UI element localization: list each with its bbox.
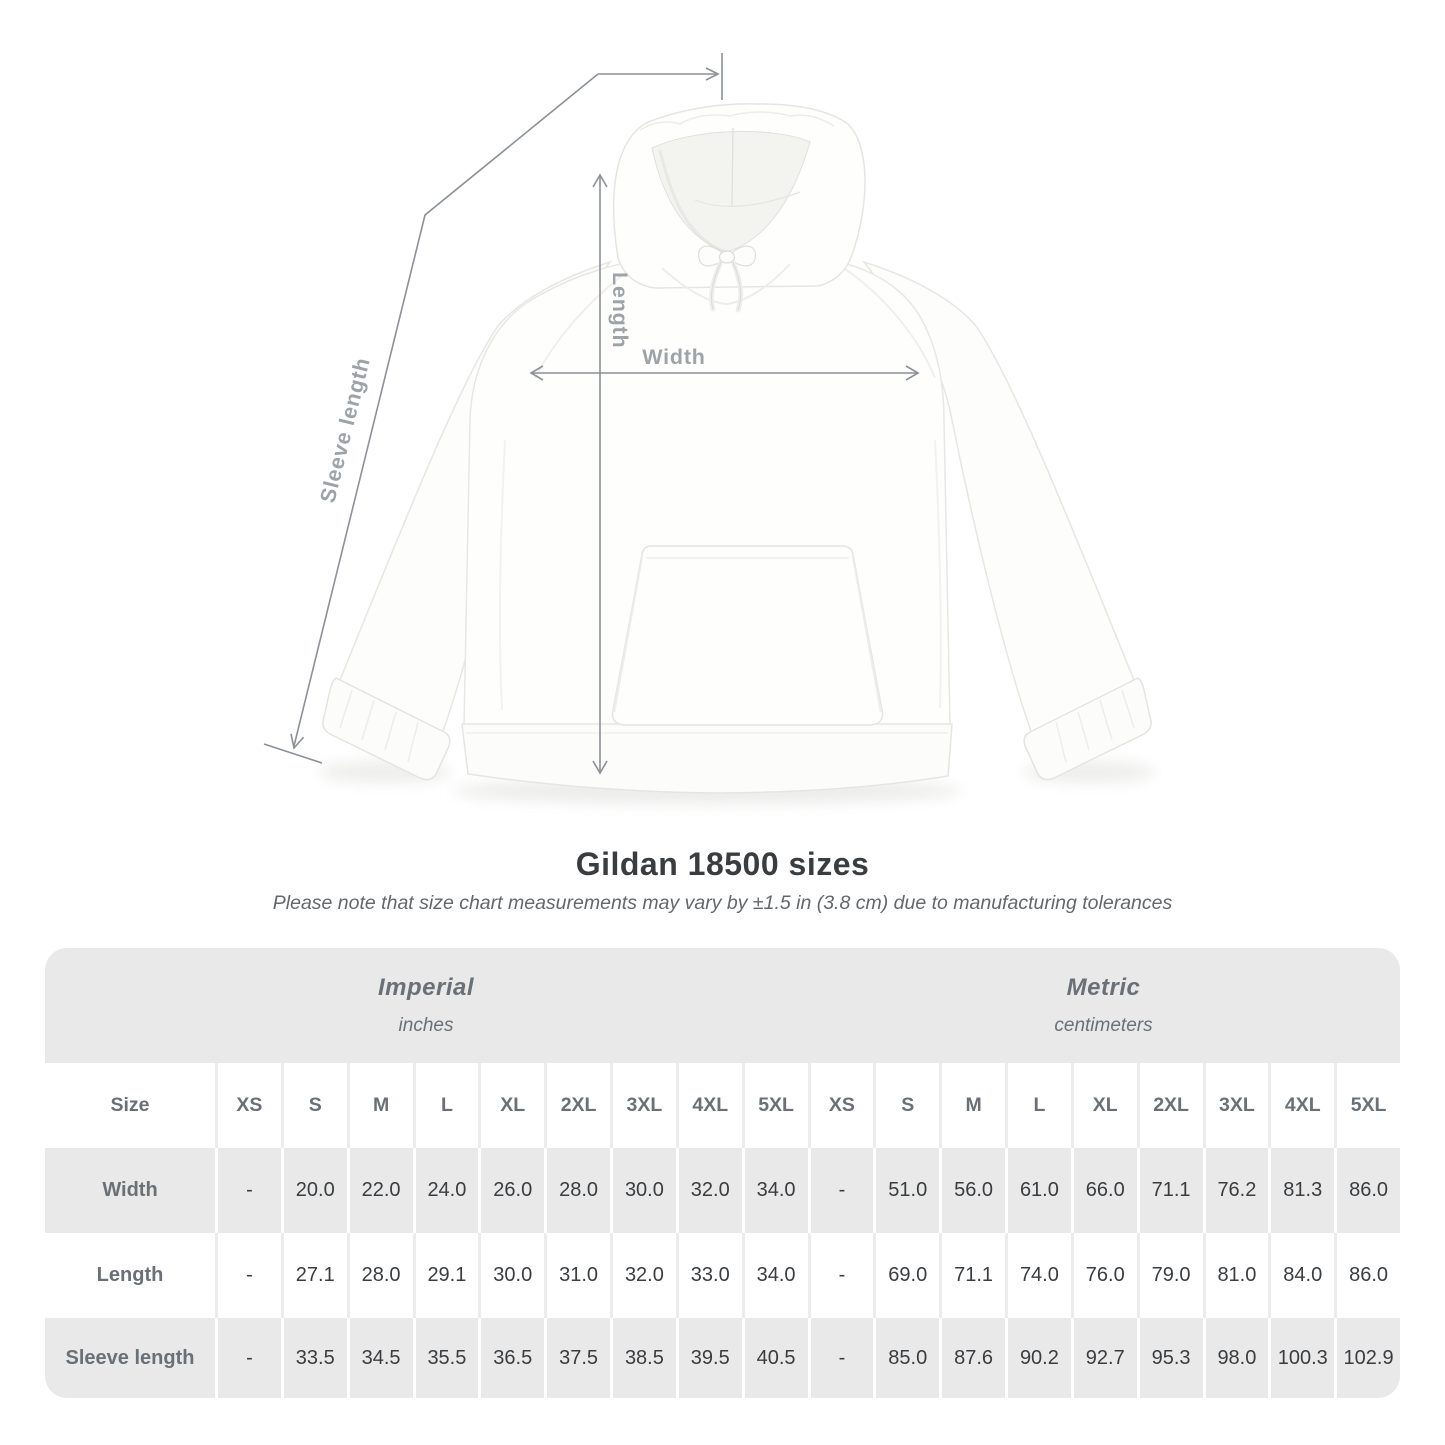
value-cell: 81.3 xyxy=(1268,1148,1334,1233)
unit-group-band xyxy=(45,948,1400,1063)
value-cell: 92.7 xyxy=(1071,1318,1137,1398)
value-cell: 98.0 xyxy=(1203,1318,1269,1398)
value-cell: 22.0 xyxy=(347,1148,413,1233)
value-cell: - xyxy=(808,1148,874,1233)
value-cell: 30.0 xyxy=(610,1148,676,1233)
value-cell: 51.0 xyxy=(873,1148,939,1233)
kangaroo-pocket xyxy=(613,546,883,725)
col-header: 4XL xyxy=(1268,1063,1334,1148)
table-row-width xyxy=(45,1148,1400,1233)
table-row-length xyxy=(45,1233,1400,1318)
size-header-row xyxy=(45,1063,1400,1148)
size-header-cell: Size xyxy=(110,1094,150,1116)
imperial-group xyxy=(45,948,807,1063)
value-cell: 61.0 xyxy=(1005,1148,1071,1233)
value-cell: 87.6 xyxy=(939,1318,1005,1398)
col-header: S xyxy=(873,1063,939,1148)
value-cell: 102.9 xyxy=(1334,1318,1400,1398)
value-cell: 86.0 xyxy=(1334,1233,1400,1318)
value-cell: 33.5 xyxy=(281,1318,347,1398)
value-cell: 71.1 xyxy=(1137,1148,1203,1233)
row-label: Sleeve length xyxy=(65,1346,195,1369)
length-label: Length xyxy=(608,272,632,349)
value-cell: 34.0 xyxy=(742,1233,808,1318)
imperial-group-unit: inches xyxy=(398,1015,454,1036)
col-header: M xyxy=(347,1063,413,1148)
value-cell: 100.3 xyxy=(1268,1318,1334,1398)
value-cell: 90.2 xyxy=(1005,1318,1071,1398)
value-cell: 81.0 xyxy=(1203,1233,1269,1318)
value-cell: 69.0 xyxy=(873,1233,939,1318)
size-table xyxy=(45,948,1400,1398)
col-header: XL xyxy=(478,1063,544,1148)
sleeve-length-label: Sleeve length xyxy=(315,354,375,506)
value-cell: - xyxy=(215,1318,281,1398)
value-cell: 86.0 xyxy=(1334,1148,1400,1233)
metric-group xyxy=(807,948,1400,1063)
value-cell: 40.5 xyxy=(742,1318,808,1398)
value-cell: 95.3 xyxy=(1137,1318,1203,1398)
value-cell: 56.0 xyxy=(939,1148,1005,1233)
value-cell: 38.5 xyxy=(610,1318,676,1398)
col-header: 2XL xyxy=(1137,1063,1203,1148)
value-cell: 28.0 xyxy=(347,1233,413,1318)
value-cell: 85.0 xyxy=(873,1318,939,1398)
row-label: Width xyxy=(102,1179,158,1201)
hem-band xyxy=(462,724,952,793)
col-header: XS xyxy=(215,1063,281,1148)
metric-group-unit: centimeters xyxy=(1054,1015,1153,1036)
value-cell: 71.1 xyxy=(939,1233,1005,1318)
width-label: Width xyxy=(642,345,706,369)
value-cell: - xyxy=(215,1233,281,1318)
value-cell: 31.0 xyxy=(544,1233,610,1318)
value-cell: 20.0 xyxy=(281,1148,347,1233)
col-header: 2XL xyxy=(544,1063,610,1148)
col-header: XS xyxy=(808,1063,874,1148)
col-header: 4XL xyxy=(676,1063,742,1148)
value-cell: 33.0 xyxy=(676,1233,742,1318)
value-cell: 34.0 xyxy=(742,1148,808,1233)
page-title: Gildan 18500 sizes xyxy=(575,846,870,882)
value-cell: 84.0 xyxy=(1268,1233,1334,1318)
value-cell: 24.0 xyxy=(413,1148,479,1233)
value-cell: 32.0 xyxy=(610,1233,676,1318)
value-cell: 66.0 xyxy=(1071,1148,1137,1233)
value-cell: - xyxy=(808,1233,874,1318)
value-cell: 35.5 xyxy=(413,1318,479,1398)
col-header: L xyxy=(413,1063,479,1148)
row-label: Length xyxy=(96,1264,164,1286)
table-row-sleeve-length xyxy=(45,1318,1400,1398)
value-cell: 76.0 xyxy=(1071,1233,1137,1318)
col-header: L xyxy=(1005,1063,1071,1148)
value-cell: 76.2 xyxy=(1203,1148,1269,1233)
value-cell: 74.0 xyxy=(1005,1233,1071,1318)
value-cell: 28.0 xyxy=(544,1148,610,1233)
col-header: 3XL xyxy=(610,1063,676,1148)
value-cell: 27.1 xyxy=(281,1233,347,1318)
value-cell: 30.0 xyxy=(478,1233,544,1318)
col-header: 3XL xyxy=(1203,1063,1269,1148)
col-header: M xyxy=(939,1063,1005,1148)
value-cell: 32.0 xyxy=(676,1148,742,1233)
value-cell: 39.5 xyxy=(676,1318,742,1398)
col-header: 5XL xyxy=(1334,1063,1400,1148)
value-cell: - xyxy=(808,1318,874,1398)
value-cell: 79.0 xyxy=(1137,1233,1203,1318)
value-cell: 26.0 xyxy=(478,1148,544,1233)
value-cell: 36.5 xyxy=(478,1318,544,1398)
value-cell: 34.5 xyxy=(347,1318,413,1398)
col-header: S xyxy=(281,1063,347,1148)
imperial-group-label: Imperial xyxy=(377,974,475,1001)
value-cell: - xyxy=(215,1148,281,1233)
tolerance-note: Please note that size chart measurements may vary by ±1.5 in (3.8 cm) due to manufacturing tolerances xyxy=(272,892,1173,914)
value-cell: 29.1 xyxy=(413,1233,479,1318)
col-header: 5XL xyxy=(742,1063,808,1148)
value-cell: 37.5 xyxy=(544,1318,610,1398)
col-header: XL xyxy=(1071,1063,1137,1148)
metric-group-label: Metric xyxy=(1066,974,1141,1001)
